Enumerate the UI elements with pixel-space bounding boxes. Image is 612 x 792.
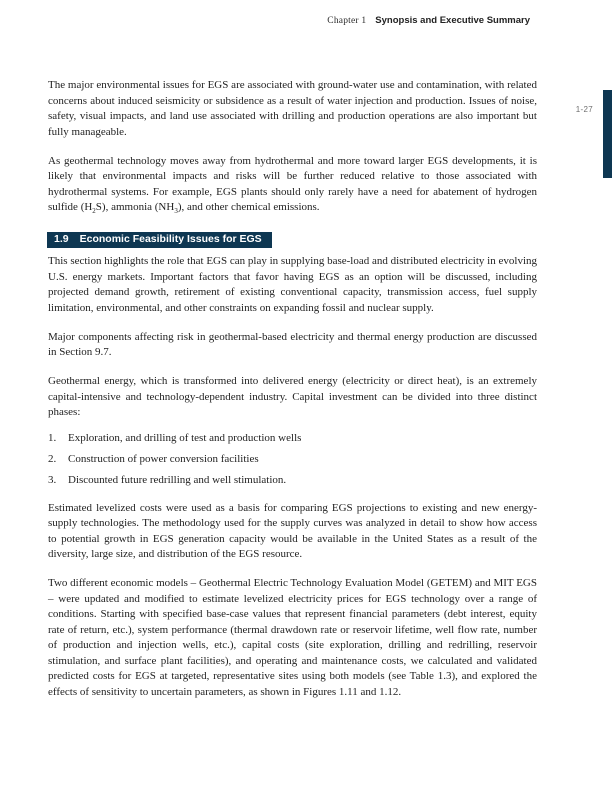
list-item — [48, 473, 537, 489]
subscript-2: 2 — [92, 207, 96, 216]
text-column — [48, 78, 537, 714]
list-number: 3. — [48, 474, 57, 486]
list-number: 2. — [48, 453, 57, 465]
paragraph-text: S), ammonia (NH — [95, 201, 175, 213]
paragraph-capital-phases: Geothermal energy, which is transformed into delivered energy (electricity or direct heat), is an extremely capital-intensive and technology-dependent industry. Capital investment can be divided into three distinct phases: — [48, 375, 537, 418]
section-heading-1-9 — [47, 232, 272, 248]
list-item — [48, 431, 537, 447]
chapter-title: Synopsis and Executive Summary — [375, 15, 530, 26]
list-item — [48, 452, 537, 468]
paragraph-risk-components: Major components affecting risk in geothermal-based electricity and thermal energy production are discussed in Section 9.7. — [48, 330, 537, 358]
list-text: Construction of power conversion facilities — [68, 453, 259, 465]
paragraph-text: ), and other chemical emissions. — [177, 201, 320, 213]
running-header — [327, 15, 530, 26]
list-number: 1. — [48, 432, 57, 444]
paragraph-section-overview: This section highlights the role that EGS can play in supplying base-load and distributed electricity in evolving U.S. energy markets. Important factors that favor having EGS as an option will be discussed, including projected demand growth, retirement of existing conventional capacity, transmission access, fuel supply limitation, environmental, and other constraints on expanding fossil and nuclear supply. — [48, 255, 537, 314]
capital-phases-list — [48, 431, 537, 489]
list-text: Exploration, and drilling of test and production wells — [68, 432, 302, 444]
section-number: 1.9 — [54, 233, 69, 245]
paragraph-levelized-costs: Estimated levelized costs were used as a basis for comparing EGS projections to existing and new energy-supply technologies. The methodology used for the supply curves was analyzed in detail to show how access to potential growth in EGS generation capacity would be available in the United States as a result of the diversity, large size, and distribution of the EGS resource. — [48, 501, 537, 560]
section-title: Economic Feasibility Issues for EGS — [79, 233, 262, 245]
paragraph-environment-issues: The major environmental issues for EGS are associated with ground-water use and contamination, with related concerns about induced seismicity or subsidence as a result of water injection and production. Issues of noise, safety, visual impacts, and land use associated with drilling and production operations are also important but fully manageable. — [48, 79, 537, 138]
subscript-3: 3 — [174, 207, 178, 216]
chapter-label: Chapter 1 — [327, 16, 367, 26]
chapter-edge-tab — [603, 90, 612, 178]
paragraph-text: As geothermal technology moves away from hydrothermal and more toward larger EGS developments, it is likely that environmental impacts and risks will be further reduced relative to those associated with hydrothermal systems. For example, EGS plants should only rarely have a need for abatement of hydrogen sulfide (H — [48, 154, 537, 213]
page-number: 1-27 — [575, 105, 593, 114]
paragraph-economic-models: Two different economic models – Geothermal Electric Technology Evaluation Model (GETEM) and MIT EGS – were updated and modified to estimate levelized electricity prices for EGS technology over a range of conditions. Starting with specified base-case values that represent financial parameters (debt interest, equity rate of return, etc.), system performance (thermal drawdown rate or reservoir lifetime, well flow rate, number of production and injection wells, etc.), capital costs (site exploration, drilling and redrilling, reservoir stimulation, and surface plant facilities), and operating and maintenance costs, we calculated and validated predicted costs for EGS at targeted, representative sites using both models (see Table 1.3), and explored the effects of sensitivity to uncertain parameters, as shown in Figures 1.11 and 1.12. — [48, 577, 537, 698]
paragraph-hydrothermal-transition — [48, 154, 537, 216]
list-text: Discounted future redrilling and well stimulation. — [68, 474, 287, 486]
